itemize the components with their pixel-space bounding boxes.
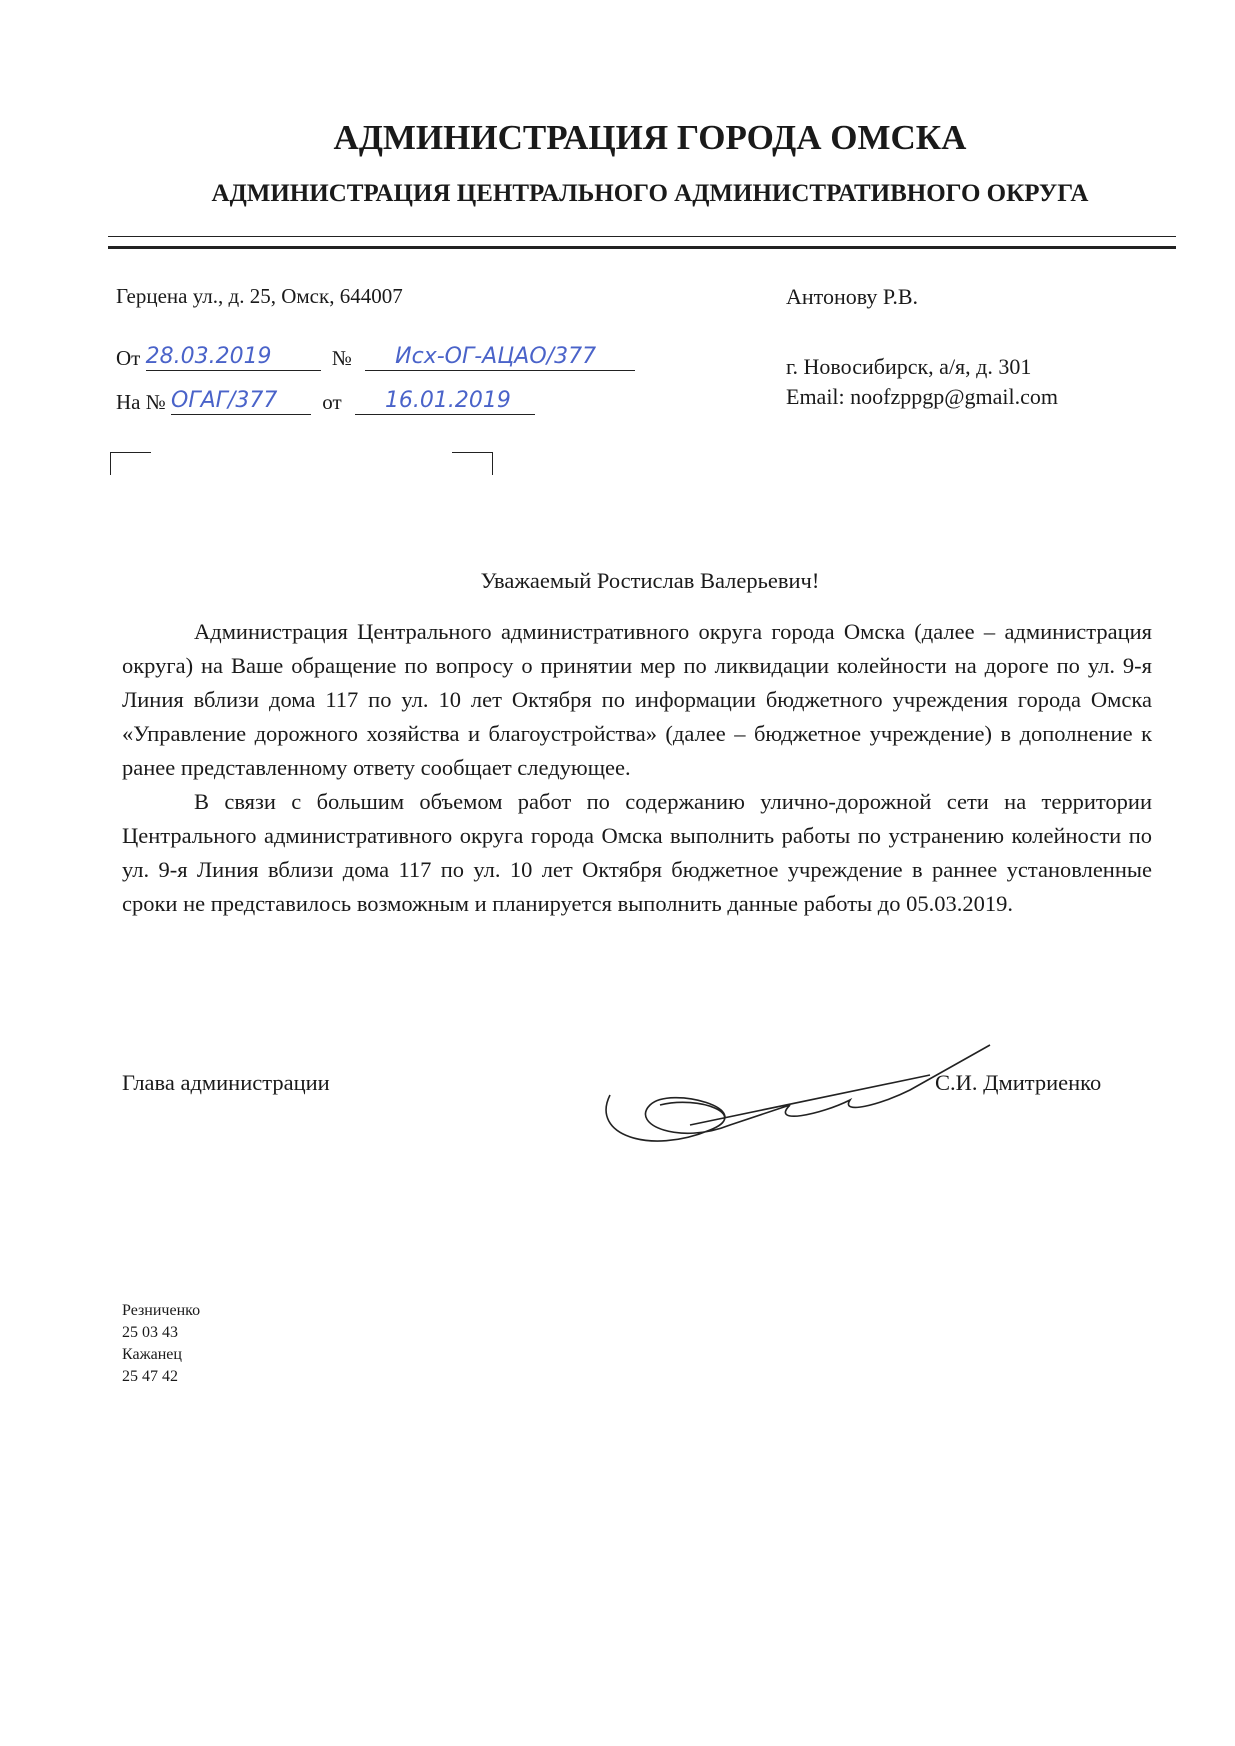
letter-body <box>122 615 1152 921</box>
contacts <box>122 1300 200 1388</box>
outgoing-date: 28.03.2019 <box>146 344 321 371</box>
from-label: От <box>116 346 141 370</box>
reply-number: ОГАГ/377 <box>171 388 311 415</box>
contact-name: Кажанец <box>122 1346 182 1363</box>
recipient-name: Антонову Р.В. <box>786 284 919 309</box>
header-divider-thin <box>108 236 1176 237</box>
signatory-name: С.И. Дмитриенко <box>935 1070 1102 1095</box>
outgoing-line <box>116 344 635 371</box>
outgoing-number: Исх-ОГ-АЦАО/377 <box>365 344 635 371</box>
org-title: АДМИНИСТРАЦИЯ ГОРОДА ОМСКА <box>333 118 967 157</box>
recipient-address: г. Новосибирск, а/я, д. 301 <box>786 354 1032 379</box>
reply-date: 16.01.2019 <box>355 388 535 415</box>
signatory-position: Глава администрации <box>122 1070 330 1095</box>
contact-name: Резниченко <box>122 1302 201 1319</box>
reply-line <box>116 388 535 415</box>
reply-from-label: от <box>322 390 342 414</box>
sender-address: Герцена ул., д. 25, Омск, 644007 <box>116 284 403 308</box>
recipient-email: Email: noofzppgp@gmail.com <box>786 384 1058 409</box>
address-corner-right <box>452 452 493 475</box>
contact-phone: 25 47 42 <box>122 1368 178 1385</box>
paragraph: Администрация Центрального административного округа города Омска (далее – администрация округа) на Ваше обращение по вопросу о принятии мер по ликвидации колейности на дороге по ул. 9-я Линия вблизи дома 117 по ул. 10 лет Октября по информации бюджетного учреждения города Омска «Управление дорожного хозяйства и благоустройства» (далее – бюджетное учреждение) в дополнение к ранее представленному ответу сообщает следующее. <box>122 619 1152 780</box>
salutation: Уважаемый Ростислав Валерьевич! <box>480 568 820 593</box>
header-divider-thick <box>108 246 1176 249</box>
address-corner-left <box>110 452 151 475</box>
contact-phone: 25 03 43 <box>122 1324 178 1341</box>
number-label: № <box>331 346 352 370</box>
org-subtitle: АДМИНИСТРАЦИЯ ЦЕНТРАЛЬНОГО АДМИНИСТРАТИВНОГО ОКРУГА <box>211 180 1089 207</box>
reply-label: На № <box>116 390 166 414</box>
paragraph: В связи с большим объемом работ по содержанию улично-дорожной сети на территории Центрального административного округа города Омска выполнить работы по устранению колейности по ул. 9-я Линия вблизи дома 117 по ул. 10 лет Октября бюджетное учреждение в раннее установленные сроки не представилось возможным и планируется выполнить данные работы до 05.03.2019. <box>122 789 1152 916</box>
